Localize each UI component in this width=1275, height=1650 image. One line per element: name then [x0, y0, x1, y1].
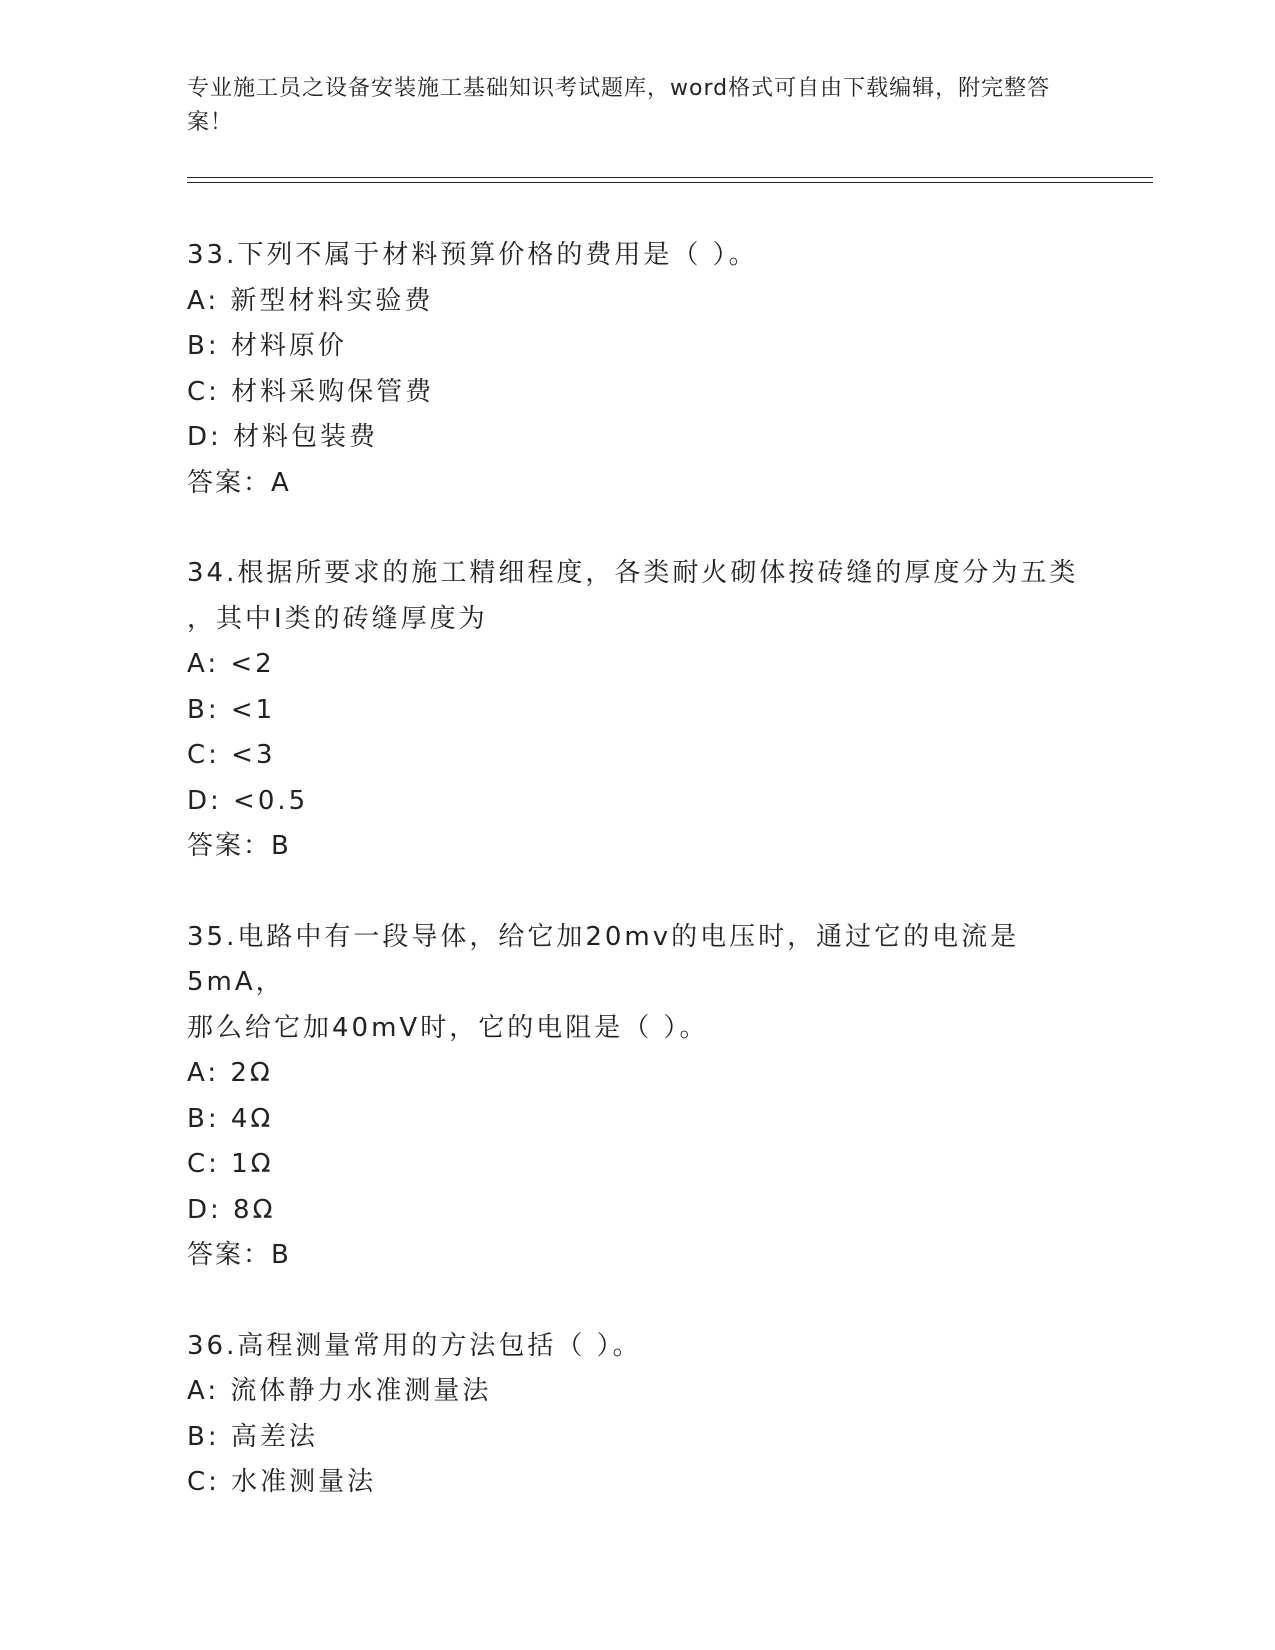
question-stem: 35.电路中有一段导体，给它加20mv的电压时，通过它的电流是5mA， [187, 921, 1020, 997]
question-35 [187, 915, 1087, 1279]
option-b: B: 材料原价 [187, 331, 347, 361]
header-divider-bottom [187, 182, 1153, 183]
option-d: D: 材料包装费 [187, 422, 379, 452]
header-divider-top [187, 177, 1153, 178]
answer: 答案：A [187, 467, 291, 498]
option-c: C: 1Ω [187, 1149, 274, 1179]
option-a: A: 新型材料实验费 [187, 285, 434, 316]
option-a: A: <2 [187, 649, 275, 679]
option-b: B: 4Ω [187, 1103, 274, 1134]
option-d: D: 8Ω [187, 1194, 276, 1225]
option-c: C: 材料采购保管费 [187, 376, 435, 407]
question-stem: 34.根据所要求的施工精细程度，各类耐火砌体按砖缝的厚度分为五类 [187, 558, 1079, 588]
option-c: C: 水准测量法 [187, 1467, 377, 1497]
option-c: C: <3 [187, 740, 276, 770]
question-36 [187, 1324, 1087, 1506]
question-34 [187, 551, 1087, 870]
question-stem-continued: ，其中Ⅰ类的砖缝厚度为 [187, 603, 488, 634]
question-list [187, 233, 1087, 1551]
option-a: A: 流体静力水准测量法 [187, 1376, 492, 1406]
question-stem: 33.下列不属于材料预算价格的费用是（ ）。 [187, 240, 758, 270]
question-stem-continued: 那么给它加40mV时，它的电阻是（ ）。 [187, 1012, 709, 1043]
document-header: 专业施工员之设备安装施工基础知识考试题库，word格式可自由下载编辑，附完整答案！ [187, 76, 1051, 135]
option-b: B: <1 [187, 694, 276, 725]
answer: 答案：B [187, 831, 291, 861]
option-a: A: 2Ω [187, 1058, 273, 1088]
question-33 [187, 233, 1087, 506]
option-b: B: 高差法 [187, 1421, 318, 1452]
option-d: D: <0.5 [187, 785, 309, 816]
answer: 答案：B [187, 1240, 291, 1270]
question-stem: 36.高程测量常用的方法包括（ ）。 [187, 1330, 642, 1361]
